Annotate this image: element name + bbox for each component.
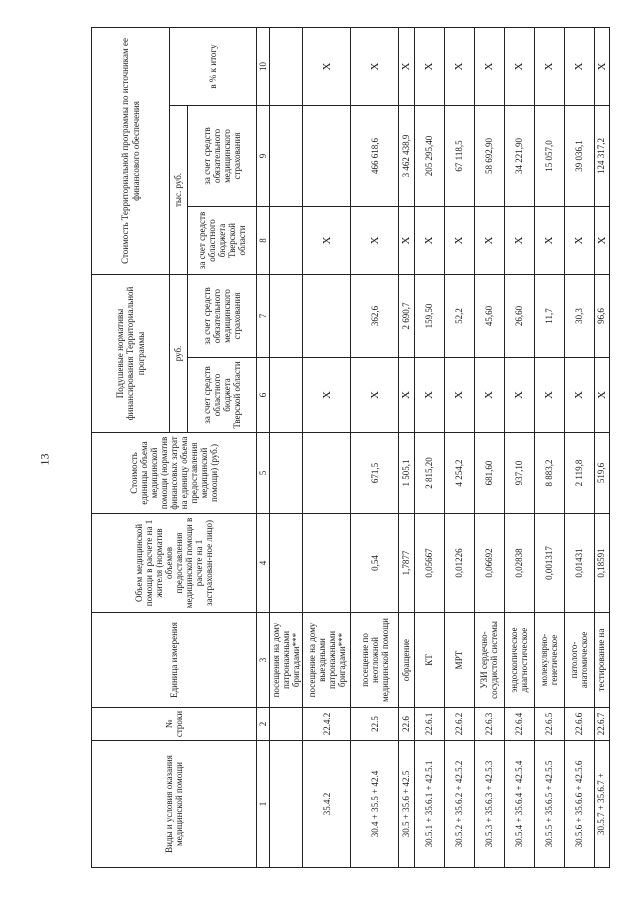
- cell-care-type: 30.5.2 + 35.6.2 + 42.5.2: [444, 741, 474, 868]
- col-number: 7: [257, 274, 270, 357]
- cell-row-number: 22.6.2: [444, 708, 474, 741]
- financing-table: [91, 27, 610, 868]
- col-number: 8: [257, 206, 270, 274]
- table-row: [303, 27, 351, 867]
- cell-unit-cost: 671,5: [351, 433, 399, 514]
- cell-unit: КТ: [414, 613, 444, 708]
- cell-unit: посещения на дому патронажными бригадами***: [270, 613, 303, 708]
- cell-oms-rub: [270, 274, 303, 357]
- cell-unit: эндоскопическое диагностическое: [504, 613, 534, 708]
- cell-budget-thous: Х: [564, 206, 594, 274]
- cell-unit: посещение на дому выездными патронажными бригадами***: [303, 613, 351, 708]
- cell-budget-rub: [270, 358, 303, 433]
- cell-oms-thous: 39 036,1: [564, 105, 594, 206]
- cell-oms-rub: [303, 274, 351, 357]
- cell-oms-rub: 11,7: [534, 274, 564, 357]
- cell-unit-cost: 1 505,1: [399, 433, 414, 514]
- cell-oms-thous: 466 618,6: [351, 105, 399, 206]
- cell-unit-cost: 8 883,2: [534, 433, 564, 514]
- cell-budget-thous: Х: [399, 206, 414, 274]
- cell-volume: 0,18591: [594, 514, 609, 613]
- col-number: 3: [257, 613, 270, 708]
- cell-unit-cost: [303, 433, 351, 514]
- cell-row-number: 22.4.2: [303, 708, 351, 741]
- cell-care-type: 30.5.7 + 35.6.7 +: [594, 741, 609, 868]
- header-unit-rub: руб.: [170, 274, 188, 432]
- cell-volume: 1,7877: [399, 514, 414, 613]
- cell-volume: 0,54: [351, 514, 399, 613]
- header-per-capita-group: Подушевые нормативы финансирования Территориальной программы: [92, 274, 170, 432]
- cell-row-number: 22.5: [351, 708, 399, 741]
- cell-volume: 0,05667: [414, 514, 444, 613]
- cell-oms-thous: [303, 105, 351, 206]
- cell-unit: обращение: [399, 613, 414, 708]
- cell-care-type: 35.4.2: [303, 741, 351, 868]
- cell-unit: посещение по неотложной медицинской помощи: [351, 613, 399, 708]
- cell-oms-thous: 205 295,40: [414, 105, 444, 206]
- cell-unit-cost: 2 119,8: [564, 433, 594, 514]
- cell-unit: МРТ: [444, 613, 474, 708]
- cell-volume: [303, 514, 351, 613]
- cell-percent: Х: [594, 27, 609, 105]
- cell-oms-rub: 45,60: [474, 274, 504, 357]
- cell-unit-cost: 519,6: [594, 433, 609, 514]
- cell-budget-thous: Х: [444, 206, 474, 274]
- cell-care-type: 30.5.5 + 35.6.5 + 42.5.5: [534, 741, 564, 868]
- cell-oms-rub: 52,2: [444, 274, 474, 357]
- table-row: [351, 27, 399, 867]
- table-row: [534, 27, 564, 867]
- col-number: 1: [257, 741, 270, 868]
- cell-budget-rub: Х: [399, 358, 414, 433]
- cell-budget-rub: Х: [444, 358, 474, 433]
- cell-care-type: 30.5.4 + 35.6.4 + 42.5.4: [504, 741, 534, 868]
- cell-volume: 0,01226: [444, 514, 474, 613]
- cell-row-number: [270, 708, 303, 741]
- table-row: [399, 27, 414, 867]
- column-number-row: [257, 27, 270, 867]
- cell-row-number: 22.6.7: [594, 708, 609, 741]
- cell-oms-thous: 67 118,5: [444, 105, 474, 206]
- cell-care-type: [270, 741, 303, 868]
- rotated-table-container: [91, 28, 608, 868]
- cell-budget-thous: Х: [504, 206, 534, 274]
- header-unit-thous-rub: тыс. руб.: [170, 105, 188, 274]
- cell-budget-thous: Х: [414, 206, 444, 274]
- cell-volume: 0,01431: [564, 514, 594, 613]
- cell-care-type: 30.5 + 35.6 + 42.5: [399, 741, 414, 868]
- header-types-of-care: Виды и условия оказания медицинской помощи: [92, 741, 257, 868]
- cell-oms-thous: 3 462 438,9: [399, 105, 414, 206]
- header-unit-cost: Стоимость единицы объема медицинской помощи (норматив финансовых затрат на единицу объема предоставления медицинской помощи) (руб.): [92, 433, 257, 514]
- cell-budget-rub: Х: [414, 358, 444, 433]
- cell-care-type: 30.5.6 + 35.6.6 + 42.5.6: [564, 741, 594, 868]
- cell-unit-cost: 2 815,20: [414, 433, 444, 514]
- cell-percent: Х: [444, 27, 474, 105]
- cell-budget-rub: Х: [303, 358, 351, 433]
- cell-unit: патолого-анатомическое: [564, 613, 594, 708]
- col-number: 5: [257, 433, 270, 514]
- cell-unit-cost: 681,60: [474, 433, 504, 514]
- cell-oms-rub: 2 690,7: [399, 274, 414, 357]
- header-program-cost-group: Стоимость Территориальной программы по источникам ее финансового обеспечения: [92, 27, 170, 274]
- cell-percent: Х: [504, 27, 534, 105]
- table-row: [444, 27, 474, 867]
- cell-unit-cost: [270, 433, 303, 514]
- cell-budget-rub: Х: [564, 358, 594, 433]
- col-number: 4: [257, 514, 270, 613]
- header-regional-budget-thous: за счет средств областного бюджета Тверской области: [188, 206, 257, 274]
- cell-oms-rub: 30,3: [564, 274, 594, 357]
- table-row: [474, 27, 504, 867]
- cell-oms-thous: 58 692,90: [474, 105, 504, 206]
- cell-volume: 0,001317: [534, 514, 564, 613]
- cell-unit-cost: 4 254,2: [444, 433, 474, 514]
- cell-unit: УЗИ сердечно-сосудистой системы: [474, 613, 504, 708]
- cell-row-number: 22.6.4: [504, 708, 534, 741]
- cell-percent: Х: [474, 27, 504, 105]
- cell-budget-rub: Х: [351, 358, 399, 433]
- col-number: 10: [257, 27, 270, 105]
- table-row: [594, 27, 609, 867]
- cell-budget-rub: Х: [474, 358, 504, 433]
- cell-unit: тестирование на: [594, 613, 609, 708]
- cell-oms-thous: 34 221,90: [504, 105, 534, 206]
- col-number: 2: [257, 708, 270, 741]
- cell-budget-thous: Х: [534, 206, 564, 274]
- table-row: [270, 27, 303, 867]
- cell-budget-thous: Х: [351, 206, 399, 274]
- cell-care-type: 30.5.3 + 35.6.3 + 42.5.3: [474, 741, 504, 868]
- cell-percent: Х: [414, 27, 444, 105]
- cell-oms-rub: 96,6: [594, 274, 609, 357]
- cell-oms-rub: 362,6: [351, 274, 399, 357]
- cell-percent: [270, 27, 303, 105]
- cell-oms-thous: [270, 105, 303, 206]
- cell-care-type: 30.4 + 35.5 + 42.4: [351, 741, 399, 868]
- cell-percent: Х: [564, 27, 594, 105]
- cell-unit: молекулярно-генетическое: [534, 613, 564, 708]
- cell-budget-thous: Х: [474, 206, 504, 274]
- header-volume: Объем медицинской помощи в расчете на 1 жителя (норматив объемов предоставления медицинской помощи в расчете на 1 застрахован-ное лицо): [92, 514, 257, 613]
- cell-row-number: 22.6.5: [534, 708, 564, 741]
- header-unit: Единица измерения: [92, 613, 257, 708]
- cell-budget-thous: Х: [303, 206, 351, 274]
- table-row: [564, 27, 594, 867]
- cell-oms-thous: 124 317,2: [594, 105, 609, 206]
- cell-budget-rub: Х: [534, 358, 564, 433]
- header-percent-total: в % к итогу: [170, 27, 257, 105]
- header-regional-budget-rub: за счет средств областного бюджета Тверской области: [188, 358, 257, 433]
- cell-percent: Х: [399, 27, 414, 105]
- cell-budget-thous: Х: [594, 206, 609, 274]
- header-row-number: № строки: [92, 708, 257, 741]
- cell-row-number: 22.6.3: [474, 708, 504, 741]
- cell-budget-rub: Х: [594, 358, 609, 433]
- table-row: [504, 27, 534, 867]
- cell-percent: Х: [351, 27, 399, 105]
- page-number: 13: [37, 453, 52, 466]
- header-oms-rub: за счет средств обязательного медицинского страхования: [188, 274, 257, 357]
- cell-unit-cost: 937,10: [504, 433, 534, 514]
- cell-volume: 0,02838: [504, 514, 534, 613]
- cell-care-type: 30.5.1 + 35.6.1 + 42.5.1: [414, 741, 444, 868]
- cell-row-number: 22.6.6: [564, 708, 594, 741]
- cell-oms-rub: 159,50: [414, 274, 444, 357]
- cell-percent: Х: [534, 27, 564, 105]
- header-oms-thous: за счет средств обязательного медицинского страхования: [188, 105, 257, 206]
- col-number: 6: [257, 358, 270, 433]
- cell-row-number: 22.6: [399, 708, 414, 741]
- cell-percent: Х: [303, 27, 351, 105]
- cell-oms-thous: 15 057,0: [534, 105, 564, 206]
- cell-row-number: 22.6.1: [414, 708, 444, 741]
- cell-volume: [270, 514, 303, 613]
- table-row: [414, 27, 444, 867]
- cell-oms-rub: 26,60: [504, 274, 534, 357]
- cell-budget-thous: [270, 206, 303, 274]
- cell-budget-rub: Х: [504, 358, 534, 433]
- col-number: 9: [257, 105, 270, 206]
- cell-volume: 0,06692: [474, 514, 504, 613]
